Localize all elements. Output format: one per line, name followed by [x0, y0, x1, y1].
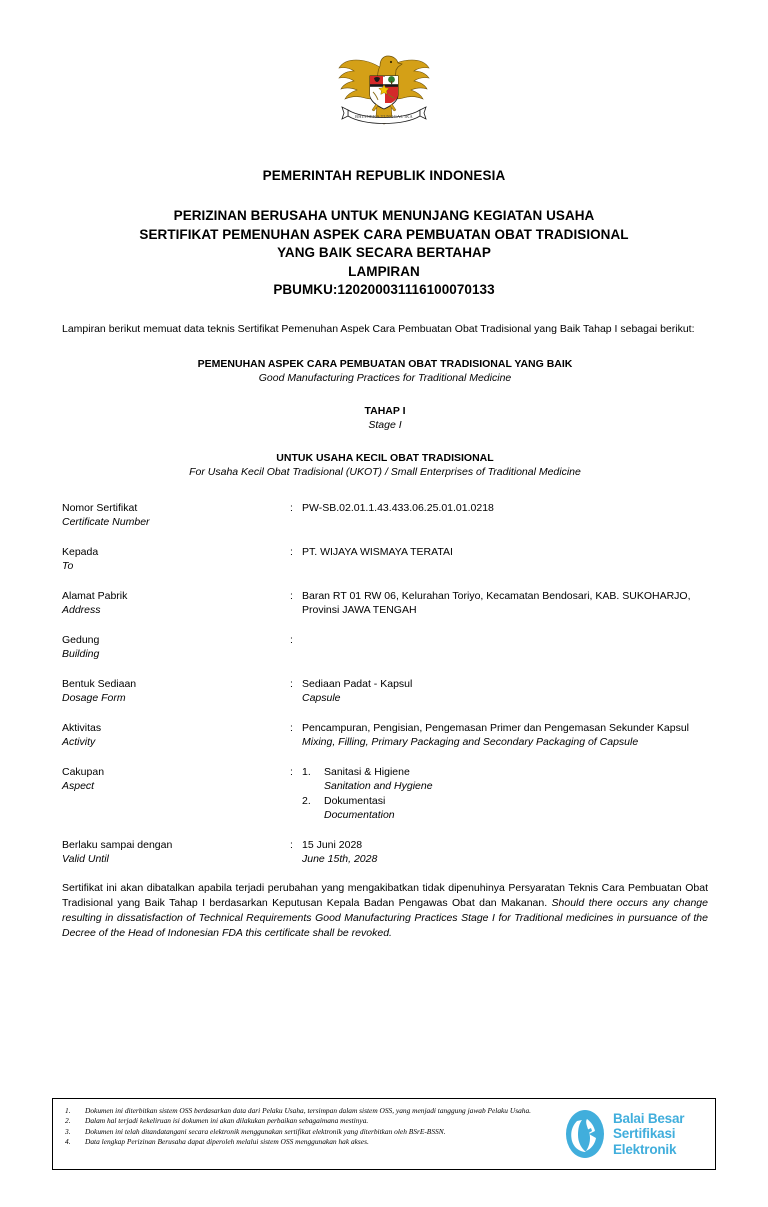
label-en: Certificate Number: [62, 516, 150, 528]
aspect-list-item: [302, 765, 708, 794]
note-text: Dokumen ini telah ditandatangani secara elektronik menggunakan sertifikat elektronik yang diterbitkan oleh BSrE-BSSN.: [85, 1126, 446, 1136]
stage-heading-block: [62, 404, 708, 432]
field-dosage-form: [62, 677, 708, 706]
field-value: [302, 545, 708, 560]
note-text: Data lengkap Perizinan Berusaha dapat diperoleh melalui sistem OSS menggunakan hak akses.: [85, 1137, 369, 1147]
field-value: [302, 721, 708, 750]
bsre-logo: [559, 1099, 715, 1169]
field-colon: :: [290, 765, 293, 778]
field-colon: :: [290, 589, 293, 602]
value-id: 15 Juni 2028: [302, 838, 363, 851]
svg-text:BHINNEKA TUNGGAL IKA: BHINNEKA TUNGGAL IKA: [355, 114, 413, 119]
field-to: [62, 545, 708, 574]
field-value: [302, 501, 708, 516]
document-title-block: [0, 168, 768, 300]
footer-note-item: [65, 1127, 553, 1137]
value-id: Baran RT 01 RW 06, Kelurahan Toriyo, Kecamatan Bendosari, KAB. SUKOHARJO, Provinsi JAWA TENGAH: [302, 589, 691, 616]
field-label: [62, 589, 290, 618]
certificate-title-line1: PERIZINAN BERUSAHA UNTUK MENUNJANG KEGIATAN USAHA: [173, 208, 595, 223]
field-value: [302, 589, 708, 618]
note-number: 4.: [65, 1137, 71, 1147]
note-number: 2.: [65, 1116, 71, 1126]
value-en: Capsule: [302, 692, 341, 704]
certificate-title-group: [0, 207, 768, 300]
note-number: 3.: [65, 1126, 71, 1136]
certificate-title-line2: SERTIFIKAT PEMENUHAN ASPEK CARA PEMBUATAN OBAT TRADISIONAL: [139, 226, 629, 242]
label-id: Cakupan: [62, 765, 105, 778]
label-en: Activity: [62, 736, 96, 748]
field-value: [302, 838, 708, 867]
value-id: PW-SB.02.01.1.43.433.06.25.01.01.0218: [302, 501, 494, 514]
value-id: Sediaan Padat - Kapsul: [302, 677, 413, 690]
logo-line-1: Balai Besar: [613, 1110, 685, 1126]
label-id: Kepada: [62, 545, 99, 558]
label-en: To: [62, 560, 74, 572]
footer-note-item: [65, 1106, 553, 1116]
field-label: [62, 501, 290, 530]
field-label: [62, 545, 290, 574]
footer-notes-list: [53, 1099, 559, 1169]
note-text: Dokumen ini diterbitkan sistem OSS berdasarkan data dari Pelaku Usaha, tersimpan dalam sistem OSS, yang menjadi tanggung jawab Pelaku Usaha.: [85, 1106, 531, 1115]
field-list: [62, 501, 708, 867]
pbumku-number: PBUMKU:120200031116100070133: [273, 282, 495, 297]
label-en: Valid Until: [62, 853, 109, 865]
gmp-heading-en: Good Manufacturing Practices for Traditional Medicine: [258, 371, 512, 384]
field-value: [302, 765, 708, 823]
footer-disclaimer-box: [52, 1098, 716, 1170]
field-label: [62, 765, 290, 794]
bsre-emblem-icon: [563, 1108, 607, 1160]
field-label: [62, 721, 290, 750]
emblem-container: [0, 0, 768, 130]
item-text-id: Sanitasi & Higiene: [324, 765, 410, 778]
certificate-title-line3: YANG BAIK SECARA BERTAHAP: [277, 245, 491, 260]
field-colon: :: [290, 545, 293, 558]
intro-paragraph: Lampiran berikut memuat data teknis Sertifikat Pemenuhan Aspek Cara Pembuatan Obat Tradisional yang Baik Tahap I sebagai berikut:: [62, 322, 695, 335]
field-colon: :: [290, 633, 293, 646]
label-en: Building: [62, 648, 100, 660]
value-id: Pencampuran, Pengisian, Pengemasan Primer dan Pengemasan Sekunder Kapsul: [302, 721, 689, 734]
field-certificate-number: [62, 501, 708, 530]
footer-note-item: [65, 1116, 553, 1126]
scope-heading-en: For Usaha Kecil Obat Tradisional (UKOT) / Small Enterprises of Traditional Medicine: [189, 465, 581, 478]
item-text: [324, 765, 708, 794]
field-colon: :: [290, 677, 293, 690]
closing-text-en: Should there occurs any change resulting in dissatisfaction of Technical Requirements Good Manufacturing Practices Stage I for Traditional medicines in pursuance of the Decree of the Head of Indonesian FDA this certificate shall be revoked.: [62, 896, 708, 939]
scope-heading-id: UNTUK USAHA KECIL OBAT TRADISIONAL: [276, 451, 494, 464]
government-title: PEMERINTAH REPUBLIK INDONESIA: [262, 168, 506, 183]
value-id: PT. WIJAYA WISMAYA TERATAI: [302, 545, 453, 558]
value-en: Mixing, Filling, Primary Packaging and Secondary Packaging of Capsule: [302, 736, 639, 748]
field-aspect: [62, 765, 708, 823]
label-en: Aspect: [62, 780, 95, 792]
field-building: [62, 633, 708, 662]
document-content: [0, 322, 768, 941]
stage-heading-en: Stage I: [368, 418, 402, 431]
field-colon: :: [290, 721, 293, 734]
field-address: [62, 589, 708, 618]
closing-paragraph: [62, 881, 708, 941]
gmp-heading-block: [62, 357, 708, 385]
label-en: Dosage Form: [62, 692, 126, 704]
scope-heading-block: [62, 451, 708, 479]
logo-line-3: Elektronik: [613, 1141, 677, 1157]
field-colon: :: [290, 838, 293, 851]
item-number: 1.: [302, 765, 311, 778]
item-text-en: Documentation: [324, 809, 395, 821]
item-text-en: Sanitation and Hygiene: [324, 780, 433, 792]
value-en: June 15th, 2028: [302, 853, 378, 865]
bsre-logo-text: [613, 1111, 684, 1158]
label-id: Berlaku sampai dengan: [62, 838, 173, 851]
label-en: Address: [62, 604, 101, 616]
label-id: Alamat Pabrik: [62, 589, 128, 602]
label-id: Gedung: [62, 633, 100, 646]
field-value: [302, 677, 708, 706]
field-label: [62, 677, 290, 706]
field-label: [62, 838, 290, 867]
field-label: [62, 633, 290, 662]
label-id: Bentuk Sediaan: [62, 677, 137, 690]
stage-heading-id: TAHAP I: [364, 404, 406, 417]
garuda-pancasila-emblem: [336, 48, 432, 130]
field-activity: [62, 721, 708, 750]
logo-line-2: Sertifikasi: [613, 1126, 676, 1142]
note-number: 1.: [65, 1106, 71, 1115]
note-text: Dalam hal terjadi kekeliruan isi dokumen ini akan dilakukan perbaikan sebagaimana mestinya.: [85, 1116, 369, 1126]
item-text-id: Dokumentasi: [324, 794, 386, 807]
label-id: Aktivitas: [62, 721, 102, 734]
certificate-title-lampiran: LAMPIRAN: [348, 263, 420, 279]
field-colon: :: [290, 501, 293, 514]
gmp-heading-id: PEMENUHAN ASPEK CARA PEMBUATAN OBAT TRADISIONAL YANG BAIK: [197, 357, 573, 370]
label-id: Nomor Sertifikat: [62, 501, 138, 514]
footer-note-item: [65, 1137, 553, 1147]
aspect-list-item: [302, 794, 708, 823]
field-valid-until: [62, 838, 708, 867]
closing-text-id: Sertifikat ini akan dibatalkan apabila terjadi perubahan yang mengakibatkan tidak dipenuhinya Persyaratan Teknis Cara Pembuatan Obat Tradisional yang Baik Tahap I berdasarkan Keputusan Kepala Badan Pengawas Obat dan Makanan.: [62, 881, 708, 909]
aspect-list: [302, 765, 708, 823]
item-number: 2.: [302, 794, 311, 807]
item-text: [324, 794, 708, 823]
